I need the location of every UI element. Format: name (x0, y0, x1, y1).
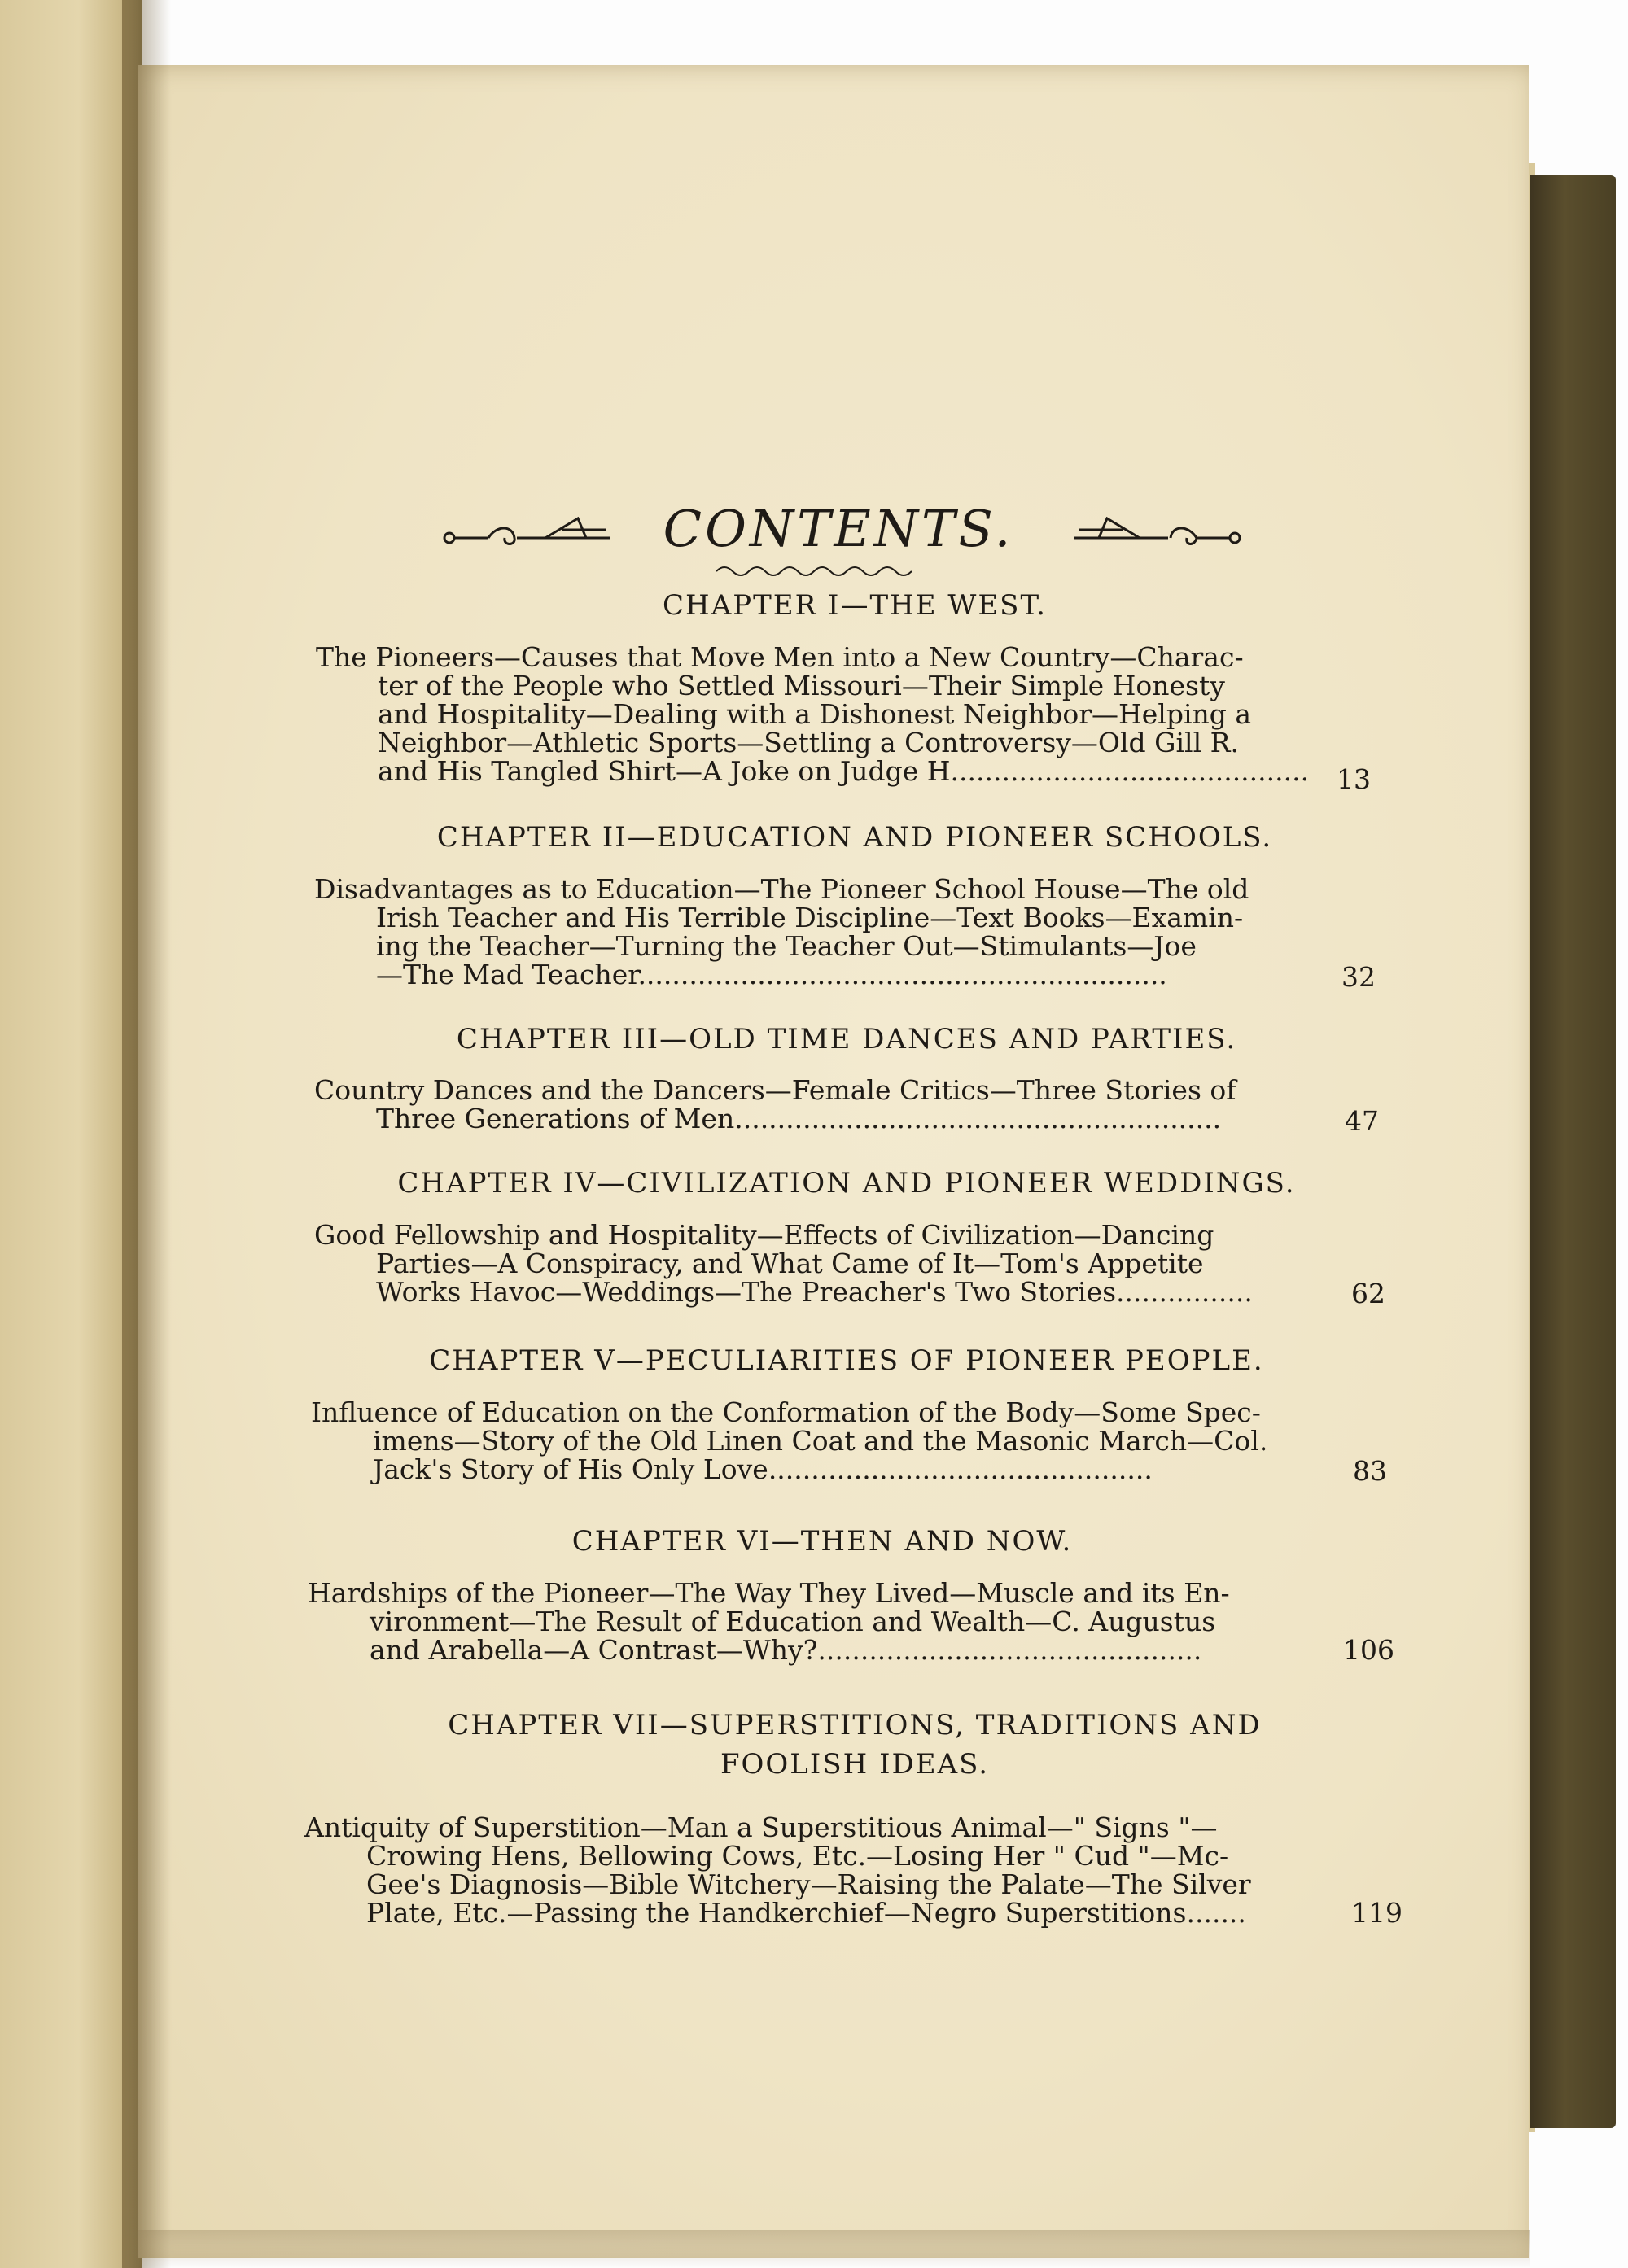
book-cover (1530, 175, 1616, 2128)
chapter-7-heading-line-2: FOOLISH IDEAS. (720, 1748, 990, 1781)
chapter-2-page-number: 32 (1341, 961, 1376, 993)
chapter-7-summary (304, 1813, 1251, 1927)
chapter-2-summary (314, 875, 1249, 989)
summary-line: Jack's Story of His Only Love (373, 1453, 768, 1485)
summary-line: imens—Story of the Old Linen Coat and the Masonic March—Col. (373, 1425, 1268, 1457)
summary-line: Gee's Diagnosis—Bible Witchery—Raising the Palate—The Silver (366, 1868, 1251, 1900)
summary-line: Good Fellowship and Hospitality—Effects of Civilization—Dancing (314, 1219, 1214, 1251)
summary-line: Irish Teacher and His Terrible Discipline—Text Books—Examin- (376, 902, 1244, 933)
chapter-6-page-number: 106 (1343, 1634, 1394, 1666)
chapter-6-heading: CHAPTER VI—THEN AND NOW. (571, 1525, 1073, 1558)
summary-line: Hardships of the Pioneer—The Way They Lived—Muscle and its En- (308, 1577, 1230, 1609)
summary-line: vironment—The Result of Education and Wealth—C. Augustus (370, 1606, 1216, 1637)
dot-leader: ................ (1116, 1276, 1253, 1308)
page-bottom-shadow (138, 2230, 1530, 2268)
dot-leader: .............................................................. (637, 959, 1167, 990)
summary-line: Influence of Education on the Conformation of the Body—Some Spec- (311, 1396, 1261, 1428)
chapter-2-heading: CHAPTER II—EDUCATION AND PIONEER SCHOOLS. (436, 821, 1273, 854)
summary-line: Works Havoc—Weddings—The Preacher's Two Stories (376, 1276, 1117, 1308)
chapter-5-page-number: 83 (1353, 1455, 1387, 1487)
summary-line: Disadvantages as to Education—The Pioneer School House—The old (314, 873, 1249, 905)
summary-line: Parties—A Conspiracy, and What Came of It—Tom's Appetite (376, 1248, 1204, 1279)
summary-line: —The Mad Teacher (376, 959, 638, 990)
summary-line: Three Generations of Men (376, 1103, 735, 1134)
chapter-1-heading: CHAPTER I—THE WEST. (663, 589, 1047, 622)
left-page-edge (0, 0, 142, 2268)
summary-line: Plate, Etc.—Passing the Handkerchief—Negro Superstitions (366, 1897, 1187, 1929)
chapter-7-page-number: 119 (1351, 1897, 1403, 1929)
right-ornament-icon (1066, 509, 1245, 549)
summary-line: ter of the People who Settled Missouri—Their Simple Honesty (378, 670, 1225, 701)
summary-line: The Pioneers—Causes that Move Men into a New Country—Charac- (316, 641, 1244, 673)
dot-leader: ............................................. (817, 1634, 1202, 1666)
summary-line: Antiquity of Superstition—Man a Superstitious Animal—" Signs "— (304, 1811, 1218, 1843)
contents-header (440, 492, 1237, 566)
contents-title: CONTENTS. (663, 499, 1014, 558)
chapter-6-summary (308, 1579, 1230, 1664)
chapter-3-heading: CHAPTER III—OLD TIME DANCES AND PARTIES. (456, 1023, 1237, 1055)
wavy-rule-icon (716, 563, 912, 579)
chapter-5-heading: CHAPTER V—PECULIARITIES OF PIONEER PEOPLE. (429, 1344, 1264, 1377)
chapter-3-summary (314, 1076, 1236, 1133)
summary-line: and Hospitality—Dealing with a Dishonest Neighbor—Helping a (378, 698, 1252, 730)
summary-line: Crowing Hens, Bellowing Cows, Etc.—Losing Her " Cud "—Mc- (366, 1840, 1229, 1872)
chapter-3-page-number: 47 (1345, 1105, 1379, 1137)
summary-line: and His Tangled Shirt—A Joke on Judge H (378, 755, 951, 787)
summary-line: and Arabella—A Contrast—Why? (370, 1634, 818, 1666)
gutter-shadow (122, 0, 171, 2268)
contents-page (138, 65, 1529, 2258)
dot-leader: ......................................................... (734, 1103, 1222, 1134)
left-ornament-icon (440, 509, 619, 549)
chapter-1-summary (316, 643, 1309, 785)
chapter-5-summary (311, 1398, 1267, 1484)
chapter-1-page-number: 13 (1337, 763, 1371, 795)
chapter-7-heading: CHAPTER VII—SUPERSTITIONS, TRADITIONS AND (448, 1709, 1262, 1741)
summary-line: ing the Teacher—Turning the Teacher Out—Stimulants—Joe (376, 930, 1197, 962)
dot-leader: ............................................. (768, 1453, 1153, 1485)
dot-leader: .......................................... (950, 755, 1310, 787)
chapter-4-summary (314, 1221, 1253, 1306)
summary-line: Country Dances and the Dancers—Female Critics—Three Stories of (314, 1074, 1236, 1106)
chapter-4-heading: CHAPTER IV—CIVILIZATION AND PIONEER WEDDINGS. (397, 1167, 1296, 1200)
summary-line: Neighbor—Athletic Sports—Settling a Controversy—Old Gill R. (378, 727, 1239, 758)
dot-leader: ....... (1186, 1897, 1246, 1929)
chapter-4-page-number: 62 (1351, 1278, 1385, 1309)
